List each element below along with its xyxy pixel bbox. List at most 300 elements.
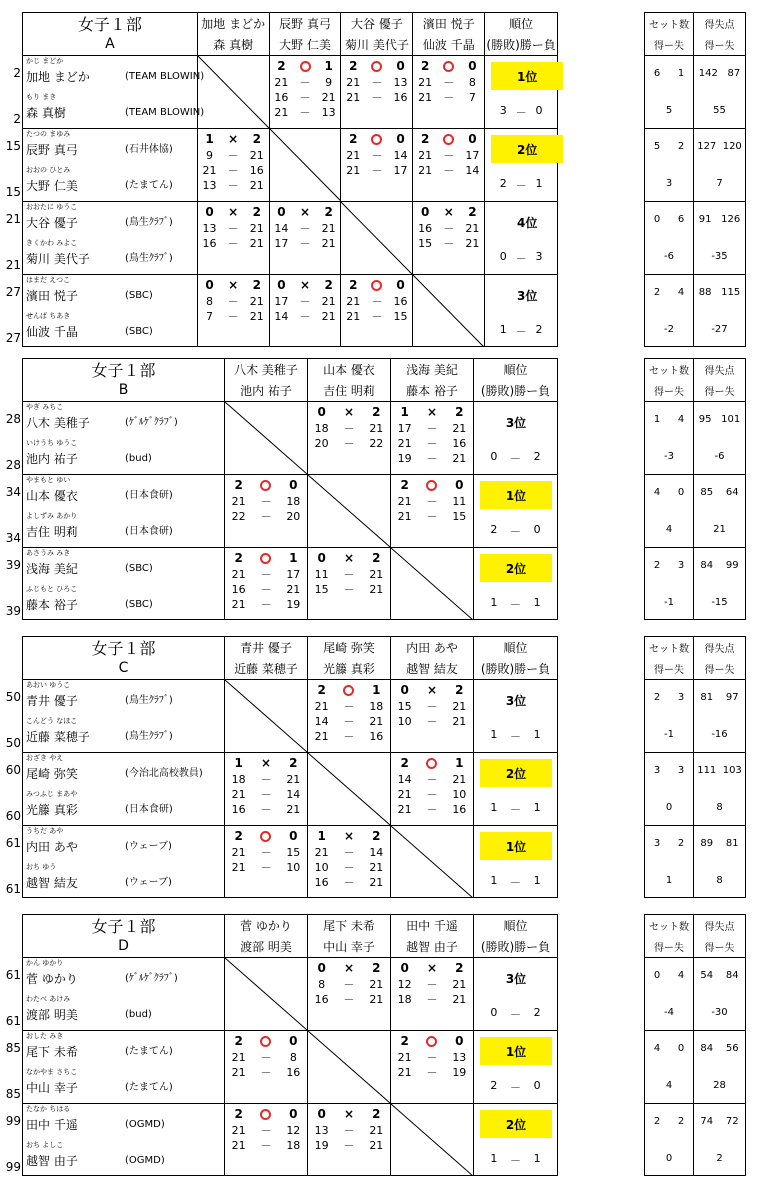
result-mark	[418, 755, 445, 772]
points-against: 56	[725, 1043, 739, 1054]
set-points-against: 19	[286, 598, 301, 611]
points-against: 115	[721, 287, 741, 298]
diagonal-line	[341, 202, 412, 274]
opponent-name: 浅海 美紀	[406, 362, 458, 377]
games-lost: 0	[455, 478, 464, 492]
dash: －	[443, 91, 455, 104]
record-value: 0	[533, 1079, 541, 1092]
player-name: 菊川 美代子	[26, 252, 90, 266]
points-against: 126	[721, 214, 741, 225]
set-stats	[645, 958, 694, 1030]
set-stats	[645, 548, 694, 620]
record-value: 2	[533, 1006, 541, 1019]
score-cell	[225, 826, 308, 898]
player	[5, 475, 224, 511]
opponent-name: 青井 優子	[240, 640, 292, 655]
stats-table	[644, 358, 746, 620]
dash: －	[426, 788, 438, 801]
set-won-lost	[645, 487, 693, 498]
furigana: かん ゆかり	[26, 959, 64, 967]
set-score	[198, 221, 269, 236]
set-points-against: 21	[249, 222, 264, 235]
seed-number: 99	[5, 1160, 21, 1174]
set-score	[341, 163, 412, 178]
result-mark	[365, 131, 389, 148]
points-diff: 55	[713, 105, 726, 116]
set-diff: 5	[665, 105, 673, 116]
diagonal-line	[413, 275, 484, 347]
set-score	[270, 294, 341, 309]
player	[13, 92, 205, 128]
set-score	[413, 236, 484, 251]
dash: －	[299, 295, 311, 308]
set-points-for: 21	[418, 91, 433, 104]
title-cell	[23, 359, 225, 401]
set-points-against: 12	[286, 1124, 301, 1137]
record-value: 1	[490, 728, 498, 741]
record-value: －	[509, 1081, 521, 1094]
games-lost: 2	[289, 756, 298, 770]
sets-won: 4	[653, 487, 661, 498]
score-cell	[391, 548, 474, 620]
set-won-lost	[645, 214, 693, 225]
match-score	[308, 548, 390, 620]
sets-won: 5	[653, 141, 661, 152]
dash: －	[343, 1124, 355, 1137]
rank-cell	[485, 129, 557, 201]
win-loss-record	[474, 1079, 557, 1095]
score-cell	[341, 56, 413, 128]
match-score	[198, 129, 269, 201]
seed-number: 60	[5, 763, 21, 777]
match-result	[413, 131, 484, 148]
set-stats	[645, 680, 694, 752]
set-won-lost	[645, 141, 693, 152]
set-score	[308, 714, 390, 729]
player-name: 池内 祐子	[26, 452, 78, 466]
score-cell	[341, 129, 413, 201]
set-points-against: 16	[452, 437, 467, 450]
match-result	[341, 131, 412, 148]
set-points-against: 14	[465, 164, 480, 177]
points-for-against	[694, 970, 745, 981]
result-mark	[335, 828, 362, 845]
set-points-against: 18	[369, 700, 384, 713]
win-loss-record	[474, 874, 557, 890]
games-won: 2	[420, 132, 430, 146]
match-result	[308, 682, 390, 699]
points-diff: -16	[711, 729, 728, 740]
games-lost: 0	[468, 132, 477, 146]
set-score	[225, 597, 307, 612]
score-cell	[225, 402, 308, 474]
point-stats	[694, 402, 745, 474]
win-loss-record	[485, 177, 557, 193]
opponent-name: 尾下 未希	[323, 918, 375, 933]
player-name: 八木 美稚子	[26, 416, 90, 430]
pair-row	[5, 275, 557, 347]
result-mark	[293, 204, 317, 221]
seed-number: 21	[5, 258, 21, 272]
win-loss-record	[474, 728, 557, 744]
set-score	[391, 421, 473, 436]
games-won: 0	[205, 278, 214, 292]
dash: －	[227, 222, 239, 235]
set-points-against: 13	[452, 1051, 467, 1064]
set-points-against: 14	[286, 788, 301, 801]
player	[5, 1140, 224, 1176]
pair-names	[5, 129, 198, 201]
seed-number: 27	[5, 285, 21, 299]
player	[5, 826, 224, 862]
points-against: 64	[725, 487, 739, 498]
set-points-against: 21	[286, 773, 301, 786]
set-points-for: 21	[397, 1066, 412, 1079]
sets-lost: 1	[677, 68, 685, 79]
dash: －	[443, 76, 455, 89]
set-points-for: 11	[314, 568, 329, 581]
match-score	[308, 1104, 390, 1176]
record-value: 1	[490, 874, 498, 887]
points-for: 95	[698, 414, 712, 425]
match-result	[270, 277, 341, 294]
set-points-for: 16	[314, 876, 329, 889]
loss-mark: ×	[443, 205, 454, 219]
rank-cell	[474, 1031, 557, 1103]
set-score	[198, 294, 269, 309]
record-value: 1	[533, 874, 541, 887]
stats-header-text	[645, 637, 693, 679]
dash: －	[299, 310, 311, 323]
opponent-name: 菅 ゆかり	[240, 918, 292, 933]
set-points-against: 16	[393, 295, 408, 308]
sets-lost: 3	[677, 765, 685, 776]
match-result	[308, 960, 390, 977]
record-label: (勝敗)勝ー負	[480, 940, 551, 954]
dash: －	[343, 876, 355, 889]
stats-header-line: セット数	[649, 366, 689, 377]
score-cell	[391, 1104, 474, 1176]
set-points-against: 21	[249, 149, 264, 162]
score-cell	[308, 548, 391, 620]
set-points-for: 14	[274, 310, 289, 323]
set-points-for: 21	[274, 106, 289, 119]
set-points-against: 8	[468, 76, 476, 89]
win-circle-icon	[426, 758, 437, 769]
club-name: (鳥生ｸﾗﾌﾞ)	[125, 253, 173, 264]
set-points-for: 18	[397, 993, 412, 1006]
club-name: (SBC)	[125, 290, 153, 301]
record-value: －	[509, 525, 521, 538]
set-score	[391, 1050, 473, 1065]
match-result	[308, 550, 390, 567]
set-points-for: 17	[397, 422, 412, 435]
record-value: －	[509, 1008, 521, 1021]
set-diff: -3	[664, 451, 674, 462]
rank-cell	[474, 958, 557, 1030]
set-score	[225, 845, 307, 860]
score-cell	[341, 202, 413, 274]
result-mark	[221, 277, 245, 294]
furigana: こんどう なほこ	[26, 717, 78, 725]
record-value: 0	[533, 523, 541, 536]
games-won: 2	[234, 829, 243, 843]
set-score	[391, 992, 473, 1007]
opponent-names	[308, 359, 390, 401]
set-score	[198, 309, 269, 324]
set-points-against: 15	[452, 510, 467, 523]
dash: －	[371, 149, 383, 162]
set-points-against: 21	[452, 773, 467, 786]
set-points-for: 17	[274, 295, 289, 308]
club-name: (たまてん)	[125, 1046, 173, 1057]
match-result	[341, 58, 412, 75]
match-result	[413, 204, 484, 221]
furigana: きくかわ みよこ	[26, 239, 78, 247]
player	[5, 202, 197, 238]
set-points-for: 19	[397, 452, 412, 465]
games-won: 0	[317, 1107, 326, 1121]
set-points-for: 18	[231, 773, 246, 786]
rank-cell	[474, 680, 557, 752]
furigana: なかやま さちこ	[26, 1068, 78, 1076]
set-score	[413, 75, 484, 90]
sets-won: 2	[653, 1116, 661, 1127]
points-for: 84	[700, 560, 714, 571]
club-name: (TEAM BLOWIN)	[125, 107, 205, 118]
match-result	[308, 828, 390, 845]
group-table	[5, 12, 558, 347]
seed-number: 39	[5, 558, 21, 572]
set-stats	[645, 129, 694, 201]
set-score	[341, 309, 412, 324]
player-name: 菅 ゆかり	[26, 972, 78, 986]
loss-mark: ×	[426, 405, 438, 419]
score-cell	[270, 56, 342, 128]
player-name: 近藤 菜穂子	[26, 730, 90, 744]
player	[5, 275, 197, 311]
sets-won: 2	[653, 287, 661, 298]
record-value: 1	[499, 323, 507, 336]
match-score	[341, 275, 412, 347]
stats-table	[644, 914, 746, 1176]
result-mark	[293, 277, 317, 294]
rank-label: 順位	[509, 17, 534, 31]
stats-header-cell	[645, 915, 694, 957]
set-won-lost	[645, 970, 693, 981]
opponent-name: 内田 あや	[406, 640, 458, 655]
stats-header-cell	[645, 637, 694, 679]
set-score	[413, 148, 484, 163]
result-mark	[418, 477, 445, 494]
pair-row	[5, 548, 557, 620]
set-diff: 1	[665, 875, 673, 886]
club-name: (鳥生ｸﾗﾌﾞ)	[125, 731, 173, 742]
stats-header-text	[645, 915, 693, 957]
match-score	[270, 56, 341, 128]
score-cell	[308, 680, 391, 752]
set-points-against: 7	[468, 91, 476, 104]
club-name: (日本食研)	[125, 804, 173, 815]
points-for: 88	[698, 287, 712, 298]
loss-mark: ×	[300, 205, 311, 219]
result-mark	[335, 550, 362, 567]
dash: －	[343, 568, 355, 581]
record-value: －	[509, 452, 521, 465]
result-mark	[335, 1106, 362, 1123]
furigana: かじ まどか	[26, 57, 64, 65]
match-result	[270, 58, 341, 75]
table-header	[23, 13, 557, 56]
win-loss-record	[474, 523, 557, 539]
result-mark	[252, 477, 279, 494]
diagonal-line	[225, 680, 307, 752]
score-cell	[391, 1031, 474, 1103]
score-cell	[308, 402, 391, 474]
rank-badge: 1位	[480, 1037, 552, 1065]
set-score	[413, 90, 484, 105]
win-circle-icon	[426, 1036, 437, 1047]
rank-badge: 1位	[491, 62, 563, 90]
set-points-for: 15	[314, 583, 329, 596]
score-cell	[341, 275, 413, 347]
win-loss-record	[474, 1006, 557, 1022]
set-won-lost	[645, 765, 693, 776]
dash: －	[371, 310, 383, 323]
record-value: －	[515, 106, 527, 119]
games-lost: 0	[289, 1107, 298, 1121]
seed-number: 85	[5, 1087, 21, 1101]
dash: －	[260, 1139, 272, 1152]
score-cell	[308, 826, 391, 898]
set-diff: -6	[664, 251, 674, 262]
set-points-for: 9	[206, 149, 214, 162]
score-cell	[225, 1104, 308, 1176]
furigana: はまだ えつこ	[26, 276, 71, 284]
set-score	[341, 90, 412, 105]
set-score	[225, 1050, 307, 1065]
set-score	[391, 494, 473, 509]
set-points-for: 21	[418, 149, 433, 162]
win-circle-icon	[260, 1036, 271, 1047]
result-mark	[252, 828, 279, 845]
set-points-for: 21	[397, 788, 412, 801]
stats-header-text	[645, 359, 693, 401]
club-name: (TEAM BLOWIN)	[125, 71, 205, 82]
games-won: 0	[420, 205, 430, 219]
rank-badge: 1位	[480, 481, 552, 509]
points-diff: -27	[711, 324, 728, 335]
win-circle-icon	[371, 61, 382, 72]
set-points-against: 9	[325, 76, 333, 89]
set-score	[225, 494, 307, 509]
set-score	[391, 802, 473, 817]
set-won-lost	[645, 1116, 693, 1127]
dash: －	[227, 295, 239, 308]
score-cell	[391, 680, 474, 752]
diagonal-line	[225, 402, 307, 474]
match-score	[341, 129, 412, 201]
set-points-for: 21	[231, 495, 246, 508]
club-name: (SBC)	[125, 563, 153, 574]
dash: －	[260, 583, 272, 596]
set-points-against: 14	[369, 846, 384, 859]
player	[5, 1031, 224, 1067]
player-name: 辰野 真弓	[26, 143, 78, 157]
set-score	[341, 294, 412, 309]
stats-header-cell	[694, 13, 745, 55]
sets-lost: 0	[677, 1043, 685, 1054]
set-points-against: 21	[369, 861, 384, 874]
match-result	[391, 1033, 473, 1050]
points-for-against	[694, 1043, 745, 1054]
dash: －	[426, 437, 438, 450]
score-cell	[308, 1031, 391, 1103]
rank-cell	[474, 826, 557, 898]
set-won-lost	[645, 692, 693, 703]
set-points-for: 21	[231, 1051, 246, 1064]
set-points-against: 18	[286, 495, 301, 508]
match-score	[308, 958, 390, 1030]
set-diff: -4	[664, 1007, 674, 1018]
dash: －	[260, 568, 272, 581]
points-for: 74	[700, 1116, 714, 1127]
set-score	[391, 787, 473, 802]
sets-won: 2	[653, 692, 661, 703]
loss-mark: ×	[228, 278, 239, 292]
dash: －	[299, 91, 311, 104]
games-won: 2	[420, 59, 430, 73]
rank-badge: 3位	[505, 415, 527, 430]
set-score	[198, 236, 269, 251]
opponent-header	[391, 637, 474, 679]
score-cell	[391, 753, 474, 825]
diagonal-line	[308, 475, 390, 547]
club-name: (ウェーブ)	[125, 877, 172, 888]
result-mark	[252, 1106, 279, 1123]
player	[5, 584, 224, 620]
dash: －	[260, 1124, 272, 1137]
set-score	[391, 977, 473, 992]
point-stats	[694, 275, 745, 347]
set-score	[225, 509, 307, 524]
dash: －	[443, 164, 455, 177]
set-points-for: 21	[397, 510, 412, 523]
match-result	[391, 755, 473, 772]
opponent-header	[225, 637, 308, 679]
dash: －	[343, 861, 355, 874]
player	[5, 402, 224, 438]
stats-header-line: 得失点	[704, 366, 735, 377]
dash: －	[426, 700, 438, 713]
opponent-names	[391, 359, 473, 401]
result-mark	[252, 755, 279, 772]
set-score	[225, 1138, 307, 1153]
rank-cell	[474, 475, 557, 547]
dash: －	[343, 993, 355, 1006]
match-result	[198, 204, 269, 221]
set-points-for: 21	[397, 803, 412, 816]
loss-mark: ×	[228, 132, 239, 146]
furigana: やぎ みちこ	[26, 403, 64, 411]
record-value: －	[509, 876, 521, 889]
record-value: 2	[499, 177, 507, 190]
club-name: (SBC)	[125, 326, 153, 337]
points-for: 89	[700, 838, 714, 849]
player	[5, 1067, 224, 1103]
set-points-for: 16	[231, 803, 246, 816]
set-diff: -1	[664, 597, 674, 608]
